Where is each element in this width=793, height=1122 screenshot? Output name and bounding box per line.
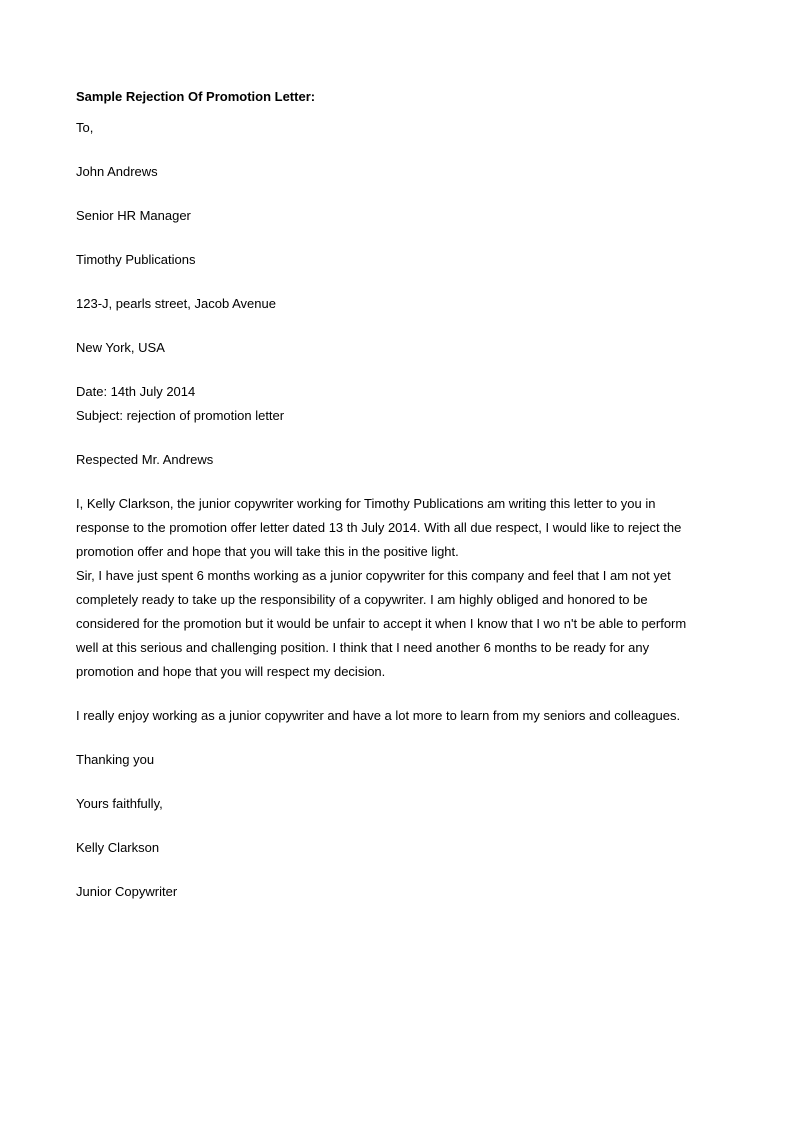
letter-greeting: Respected Mr. Andrews bbox=[76, 452, 214, 467]
address-line-1: 123-J, pearls street, Jacob Avenue bbox=[76, 296, 276, 311]
closing-thanks: Thanking you bbox=[76, 752, 155, 767]
body-line: Sir, I have just spent 6 months working as a junior copywriter for this company and feel that I am not yet bbox=[76, 568, 671, 583]
body-line: promotion and hope that you will respect my decision. bbox=[76, 664, 386, 679]
address-line-2: New York, USA bbox=[76, 340, 165, 355]
sender-title: Junior Copywriter bbox=[76, 884, 178, 899]
recipient-title: Senior HR Manager bbox=[76, 208, 191, 223]
body-paragraph-1 bbox=[76, 496, 716, 688]
body-line: I, Kelly Clarkson, the junior copywriter working for Timothy Publications am writing this letter to you in bbox=[76, 496, 656, 511]
body-line: considered for the promotion but it would be unfair to accept it when I know that I wo n't be able to perform bbox=[76, 616, 687, 631]
company-name: Timothy Publications bbox=[76, 252, 196, 267]
body-line: promotion offer and hope that you will take this in the positive light. bbox=[76, 544, 459, 559]
letter-date: Date: 14th July 2014 bbox=[76, 384, 196, 399]
letter-title: Sample Rejection Of Promotion Letter: bbox=[76, 89, 316, 104]
letter-subject: Subject: rejection of promotion letter bbox=[76, 408, 285, 423]
body-line: response to the promotion offer letter dated 13 th July 2014. With all due respect, I would like to reject the bbox=[76, 520, 682, 535]
body-paragraph-2: I really enjoy working as a junior copywriter and have a lot more to learn from my seniors and colleagues. bbox=[76, 708, 681, 723]
body-line: completely ready to take up the responsibility of a copywriter. I am highly obliged and honored to be bbox=[76, 592, 648, 607]
body-line: well at this serious and challenging position. I think that I need another 6 months to be ready for any bbox=[76, 640, 650, 655]
recipient-name: John Andrews bbox=[76, 164, 158, 179]
sender-name: Kelly Clarkson bbox=[76, 840, 160, 855]
closing-phrase: Yours faithfully, bbox=[76, 796, 163, 811]
salutation-to: To, bbox=[76, 120, 94, 135]
